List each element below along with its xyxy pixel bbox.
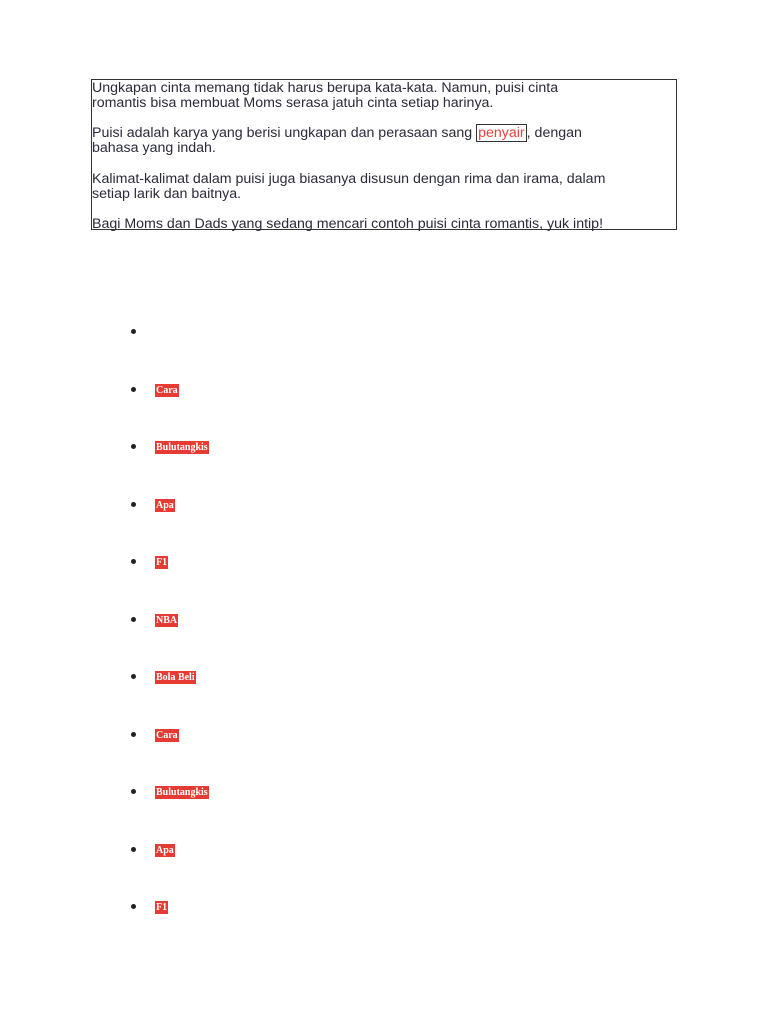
penyair-link[interactable]: penyair (478, 125, 525, 141)
tag-link[interactable]: F1 (156, 557, 168, 568)
bullet-icon (131, 387, 136, 392)
bullet-icon (131, 847, 136, 852)
tag-link[interactable]: Cara (156, 730, 178, 741)
bullet-icon (131, 502, 136, 507)
paragraph-call-to-action: Bagi Moms dan Dads yang sedang mencari contoh puisi cinta romantis, yuk intip! (92, 216, 604, 232)
tag-link[interactable]: Bulutangkis (156, 442, 208, 453)
bullet-icon (131, 904, 136, 909)
bullet-icon (131, 444, 136, 449)
paragraph-definition (92, 126, 676, 156)
bullet-icon (131, 789, 136, 794)
bullet-icon (131, 732, 136, 737)
paragraph-definition-text: Puisi adalah karya yang berisi ungkapan dan perasaan sang (92, 125, 477, 141)
paragraph-rhyme-line-1: Kalimat-kalimat dalam puisi juga biasanya disusun dengan rima dan irama, dalam (92, 171, 606, 187)
bullet-icon (131, 617, 136, 622)
paragraph-definition-line-2: bahasa yang indah. (92, 140, 216, 156)
article-intro (91, 79, 677, 230)
tag-link[interactable]: Bulutangkis (156, 787, 208, 798)
tag-link[interactable]: F1 (156, 902, 168, 913)
tag-link[interactable]: Apa (156, 500, 174, 511)
paragraph-intro (92, 81, 676, 111)
bullet-icon (131, 329, 136, 334)
bullet-icon (131, 674, 136, 679)
paragraph-rhyme-line-2: setiap larik dan baitnya. (92, 186, 242, 202)
bullet-icon (131, 559, 136, 564)
tag-link[interactable]: Apa (156, 845, 174, 856)
paragraph-intro-line-1: Ungkapan cinta memang tidak harus berupa kata-kata. Namun, puisi cinta (92, 80, 559, 96)
paragraph-intro-line-2: romantis bisa membuat Moms serasa jatuh cinta setiap harinya. (92, 95, 494, 111)
paragraph-definition-tail: , dengan (526, 125, 582, 141)
tag-link[interactable]: NBA (156, 615, 178, 626)
tag-link[interactable]: Cara (156, 385, 178, 396)
paragraph-rhyme (92, 172, 676, 202)
tag-link[interactable]: Bola Beli (156, 672, 195, 683)
